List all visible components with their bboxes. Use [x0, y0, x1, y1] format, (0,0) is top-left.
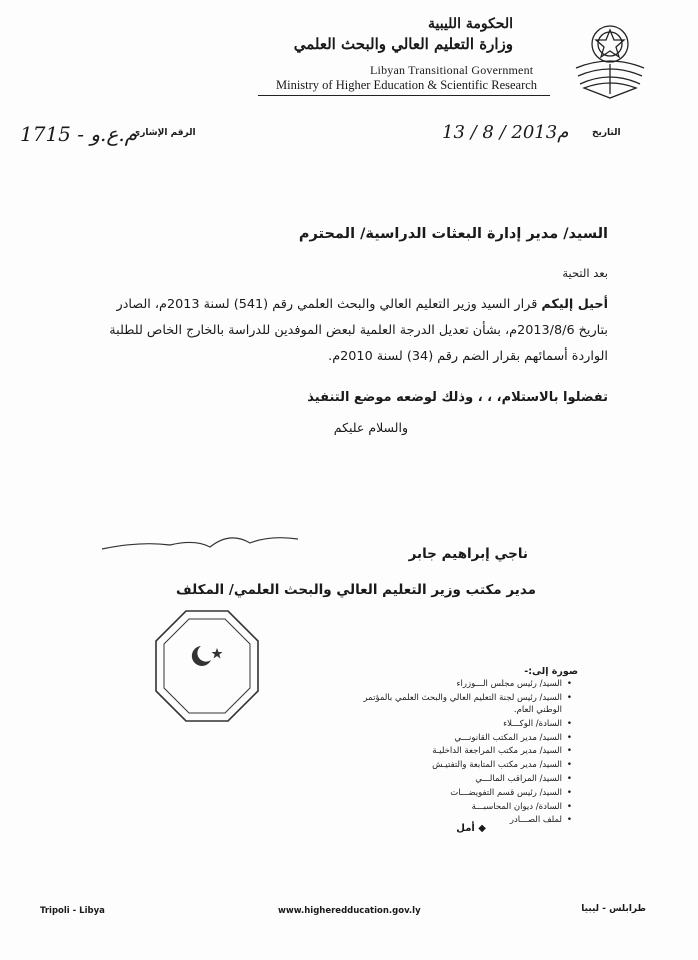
letter-body — [93, 292, 608, 370]
cc-item: • السيد/ رئيس قسم التفويضـــات — [362, 787, 572, 801]
amal-note: ◆ أمل — [456, 823, 486, 834]
footer-city-ar: طرابلس - ليبيا — [581, 904, 646, 914]
cc-item: • لملف الصـــادر — [362, 814, 572, 828]
cc-list — [362, 678, 572, 828]
handwritten-signature — [100, 525, 300, 555]
cc-item: • السيد/ مدير مكتب المتابعة والتفتيـش — [362, 759, 572, 773]
cc-item: • السيد/ مدير المكتب القانونـــي — [362, 732, 572, 746]
reference-label: الرقم الإشاري — [132, 128, 196, 138]
cc-item: • السيد/ رئيس لجنة التعليم العالي والبحث العلمي بالمؤتمر الوطني العام. — [362, 692, 572, 718]
header-rule — [258, 95, 550, 96]
closing-line: تفضلوا بالاستلام، ، ، وذلك لوضعه موضع التنفيذ — [307, 390, 608, 405]
ministry-name-en: Ministry of Higher Education & Scientific Research — [276, 78, 538, 92]
salutation: والسلام عليكم — [333, 420, 408, 435]
body-text: قرار السيد وزير التعليم العالي والبحث العلمي رقم (541) لسنة 2013م، الصادر بتاريخ 2013/8/6م، بشأن تعديل الدرجة العلمية لبعض الموفدين للدراسة بالخارج الخاص للطلبة الواردة أسمائهم بقرار الضم رقم (34) لسنة 2010م. — [109, 297, 608, 364]
cc-item: • السيد/ رئيس مجلس الـــوزراء — [362, 678, 572, 692]
amal-text: أمل — [456, 823, 475, 834]
letter-date: 13 / 8 / 2013م — [442, 122, 569, 143]
cc-item: • السيد/ مدير مكتب المراجعة الداخليـة — [362, 745, 572, 759]
cc-item: • السادة/ الوكـــلاء — [362, 718, 572, 732]
addressee: السيد/ مدير إدارة البعثات الدراسية/ المحترم — [298, 226, 608, 242]
cc-item: • السادة/ ديوان المحاسبـــة — [362, 801, 572, 815]
cc-title: صورة إلى:- — [524, 666, 578, 677]
signatory-name: ناجي إبراهيم جابر — [408, 546, 528, 562]
footer-website: www.higheredducation.gov.ly — [278, 906, 421, 916]
reference-number: م.ع.و - 1715 — [20, 122, 138, 146]
greeting: بعد التحية — [562, 266, 608, 280]
government-name-en: Libyan Transitional Government — [370, 63, 534, 77]
footer-city-en: Tripoli - Libya — [40, 906, 105, 916]
body-lead: أحيل إليكم — [541, 297, 608, 312]
official-stamp — [152, 608, 262, 724]
cc-item: • السيد/ المراقب المالـــي — [362, 773, 572, 787]
date-label: التاريخ — [592, 128, 621, 138]
ministry-emblem-icon — [566, 14, 654, 102]
government-name-ar: الحكومة الليبية — [427, 16, 513, 32]
signatory-title: مدير مكتب وزير التعليم العالي والبحث العلمي/ المكلف — [176, 582, 536, 598]
ministry-name-ar: وزارة التعليم العالي والبحث العلمي — [293, 35, 513, 53]
